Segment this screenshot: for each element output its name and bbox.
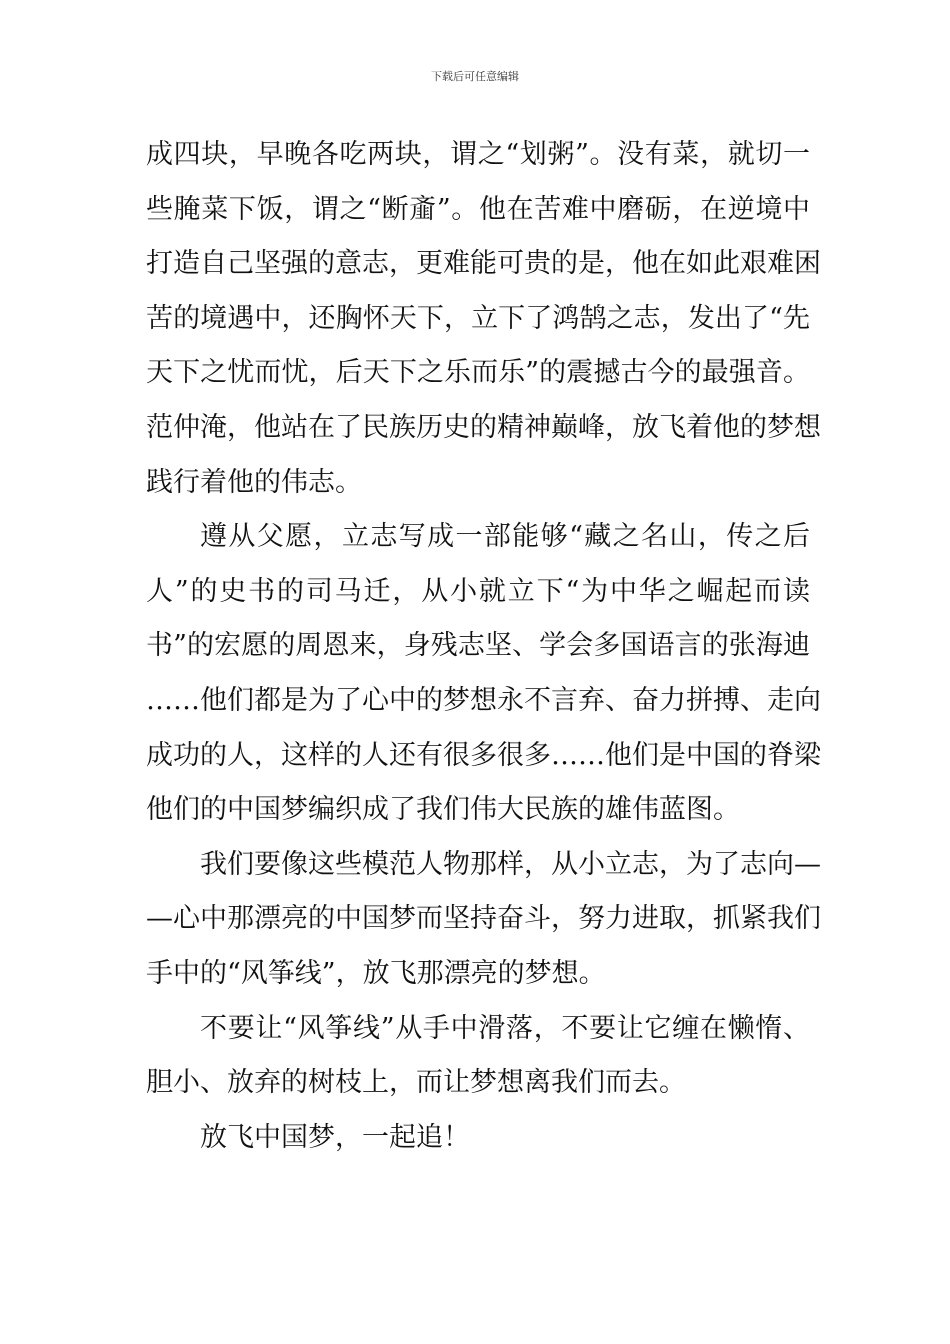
text-line: 人”的史书的司马迁，从小就立下“为中华之崛起而读 xyxy=(146,575,810,607)
text-line: 践行着他的伟志。 xyxy=(146,466,362,498)
text-line: 我们要像这些模范人物那样，从小立志，为了志向— xyxy=(200,848,821,880)
text-line: 不要让“风筝线”从手中滑落，不要让它缠在懒惰、 xyxy=(200,1012,810,1044)
text-line: 成功的人，这样的人还有很多很多……他们是中国的脊梁 xyxy=(146,739,821,771)
text-line: 成四块，早晚各吃两块，谓之“划粥”。没有菜，就切一 xyxy=(146,139,810,170)
text-line: 手中的“风筝线”，放飞那漂亮的梦想。 xyxy=(146,957,606,989)
text-line: —心中那漂亮的中国梦而坚持奋斗，努力进取，抓紧我们 xyxy=(146,903,821,935)
text-line: 范仲淹，他站在了民族历史的精神巅峰，放飞着他的梦想 xyxy=(146,411,821,443)
text-line: 书”的宏愿的周恩来，身残志坚、学会多国语言的张海迪 xyxy=(146,630,810,662)
text-line: 打造自己坚强的意志，更难能可贵的是，他在如此艰难困 xyxy=(146,248,821,280)
text-line: 胆小、放弃的树枝上，而让梦想离我们而去。 xyxy=(146,1067,686,1099)
document-body xyxy=(146,128,821,1165)
text-line: 些腌菜下饭，谓之“断齑”。他在苦难中磨砺，在逆境中 xyxy=(146,193,810,225)
text-line: 天下之忧而忧，后天下之乐而乐”的震撼古今的最强音。 xyxy=(146,357,810,389)
text-line: 苦的境遇中，还胸怀天下，立下了鸿鹄之志，发出了“先 xyxy=(146,302,810,334)
text-line: 遵从父愿，立志写成一部能够“藏之名山，传之后 xyxy=(200,521,810,553)
page-header: 下载后可任意编辑 xyxy=(431,70,519,83)
text-line: 他们的中国梦编织成了我们伟大民族的雄伟蓝图。 xyxy=(146,794,740,826)
text-line: 放飞中国梦，一起追！ xyxy=(200,1121,470,1153)
text-line: ……他们都是为了心中的梦想永不言弃、奋力拼搏、走向 xyxy=(146,684,821,716)
